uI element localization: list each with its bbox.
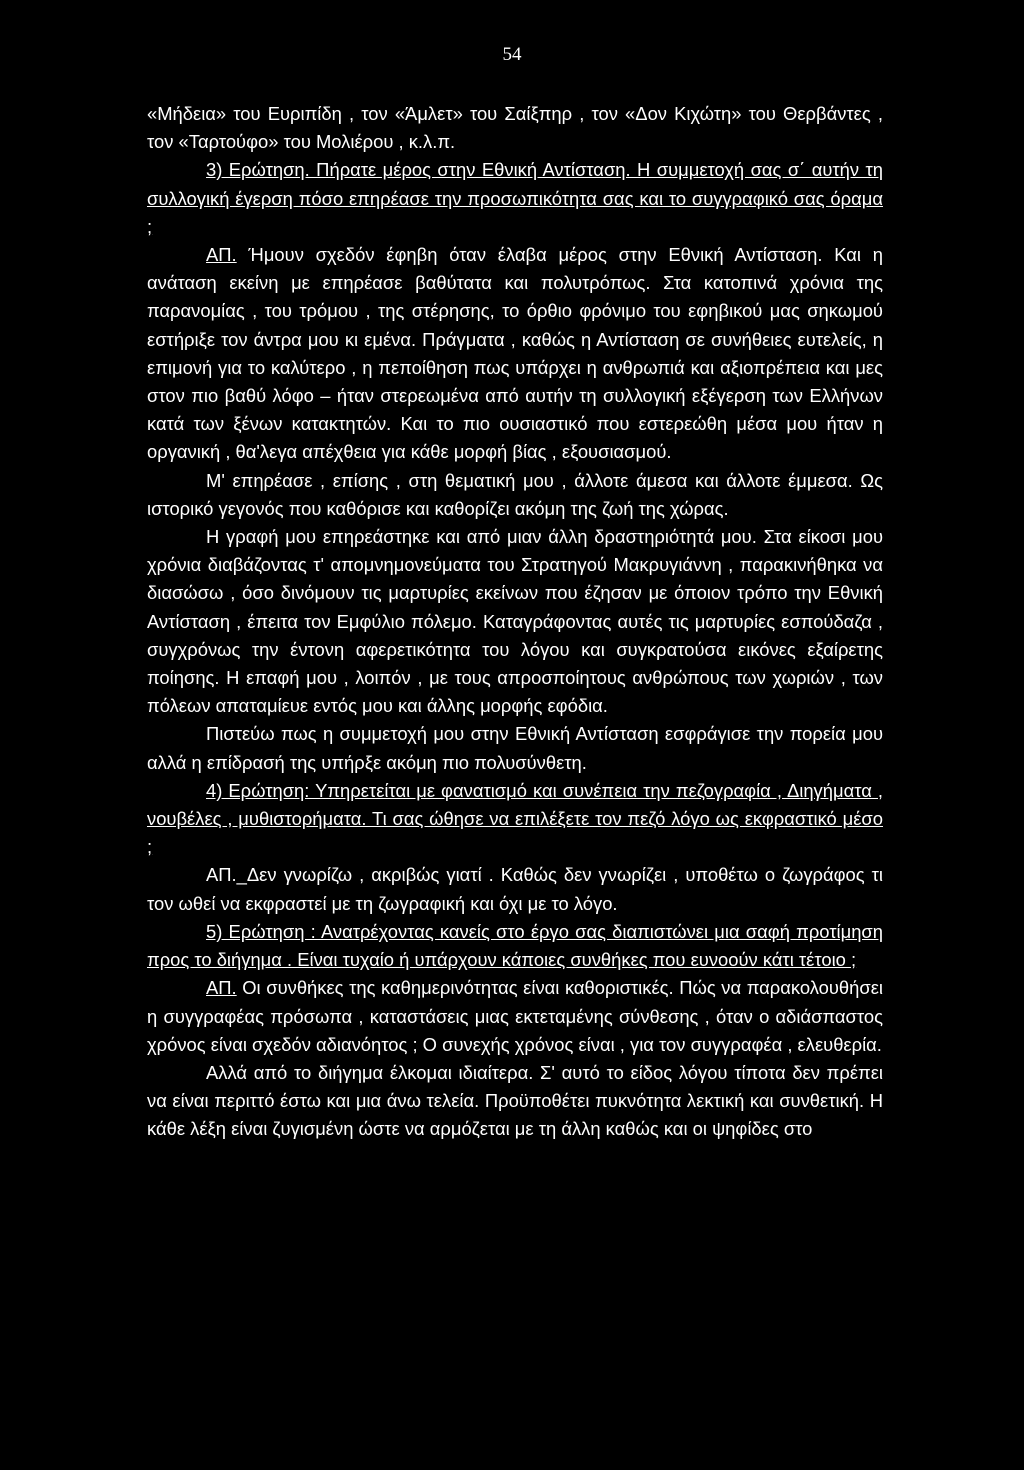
paragraph — [147, 861, 883, 917]
text-run: Ήμουν σχεδόν έφηβη όταν έλαβα μέρος στην Εθνική Αντίσταση. Και η ανάταση εκείνη με επηρέασε βαθύτατα και πολυτρόπως. Στα κατοπινά χρόνια της παρανομίας , του τρόμου , της στέρησης, το όρθιο φρόνιμο του εφηβικού μας σηκωμού εστήριξε τον άντρα μου κι εμένα. Πράγματα , καθώς η Αντίσταση σε συνήθειες ευτελείς, η επιμονή για το καλύτερο , η πεποίθηση πως υπάρχει η ανθρωπιά και αξιοπρέπεια και μες στον πιο βαθύ λόφο – ήταν στερεωμένα από αυτήν τη συλλογική εξέγερση των Ελλήνων κατά των ξένων κατακτητών. Και το πιο ουσιαστικό που εστερεώθη μέσα μου ήταν η οργανική , θα'λεγα απέχθεια για κάθε μορφή βίας , εξουσιασμού. — [147, 244, 883, 463]
text-run: Αλλά από το διήγημα έλκομαι ιδιαίτερα. Σ' αυτό το είδος λόγου τίποτα δεν πρέπει να είναι περιττό έστω και μια άνω τελεία. Προϋποθέτει πυκνότητα λεκτική και συνθετική. Η κάθε λέξη είναι ζυγισμένη ώστε να αρμόζεται με τη άλλη καθώς και οι ψηφίδες στο — [147, 1061, 883, 1140]
underlined-text: 3) Ερώτηση. Πήρατε μέρος στην Εθνική Αντίσταση. Η συμμετοχή σας σ΄ αυτήν τη συλλογική έγερση πόσο επηρέασε την προσωπικότητα σας και το συγγραφικό σας όραμα ; — [147, 159, 883, 237]
page-number: 54 — [502, 44, 522, 65]
underlined-text: ΑΠ. — [206, 244, 237, 266]
paragraph — [147, 467, 883, 523]
text-run: «Μήδεια» του Ευριπίδη , τον «Άμλετ» του Σαίξπηρ , τον «Δον Κιχώτη» του Θερβάντες , τον «Ταρτούφο» του Μολιέρου , κ.λ.π. — [147, 103, 883, 153]
text-run: ΑΠ._Δεν γνωρίζω , ακριβώς γιατί . Καθώς δεν γνωρίζει , υποθέτω ο ζωγράφος τι τον ωθεί να εκφραστεί με τη ζωγραφική και όχι με το λόγο. — [147, 864, 883, 914]
underlined-text: ΑΠ. — [206, 977, 237, 999]
paragraph — [147, 1059, 883, 1144]
paragraph — [147, 918, 883, 974]
text-run: Η γραφή μου επηρεάστηκε και από μιαν άλλη δραστηριότητά μου. Στα είκοσι μου χρόνια διαβάζοντας τ' απομνημονεύματα του Στρατηγού Μακρυγιάννη , παρακινήθηκα να διασώσω , όσο δινόμουν τις μαρτυρίες εκείνων που έζησαν με όποιον τρόπο την Εθνική Αντίσταση , έπειτα τον Εμφύλιο πόλεμο. Καταγράφοντας αυτές τις μαρτυρίες εσπούδαζα , συγχρόνως την έντονη αφερετικότητα του λόγου και συγκρατούσα εικόνες εξαίρετης ποίησης. Η επαφή μου , λοιπόν , με τους απροσποίητους ανθρώπους των χωριών , των πόλεων απαταμίευε εντός μου και άλλης μορφής εφόδια. — [147, 526, 883, 717]
paragraph — [147, 777, 883, 862]
underlined-text: 5) Ερώτηση : Ανατρέχοντας κανείς στο έργο σας διαπιστώνει μια σαφή προτίμηση προς το διήγημα . Είναι τυχαίο ή υπάρχουν κάποιες συνθήκες που ευνοούν κάτι τέτοιο ; — [147, 920, 883, 971]
paragraph — [147, 100, 883, 156]
paragraph — [147, 156, 883, 241]
text-run: Πιστεύω πως η συμμετοχή μου στην Εθνική Αντίσταση εσφράγισε την πορεία μου αλλά η επίδρασή της υπήρξε ακόμη πιο πολυσύνθετη. — [147, 723, 883, 773]
paragraph — [147, 974, 883, 1059]
underlined-text: 4) Ερώτηση: Υπηρετείται με φανατισμό και συνέπεια την πεζογραφία , Διηγήματα , νουβέλες , μυθιστορήματα. Τι σας ώθησε να επιλέξετε τον πεζό λόγο ως εκφραστικό μέσο ; — [147, 779, 883, 858]
paragraph — [147, 720, 883, 776]
text-run: Μ' επηρέασε , επίσης , στη θεματική μου , άλλοτε άμεσα και άλλοτε έμμεσα. Ως ιστορικό γεγονός που καθόρισε και καθορίζει ακόμη της ζωή της χώρας. — [147, 469, 883, 519]
paragraph — [147, 523, 883, 720]
paragraph — [147, 241, 883, 467]
body-text — [147, 100, 883, 1144]
text-run: Οι συνθήκες της καθημερινότητας είναι καθοριστικές. Πώς να παρακολουθήσει η συγγραφέας πρόσωπα , καταστάσεις μιας εκτεταμένης σύνθεσης , όταν ο αδιάσπαστος χρόνος είναι σχεδόν αδιανόητος ; Ο συνεχής χρόνος είναι , για τον συγγραφέα , ελευθερία. — [147, 977, 883, 1055]
